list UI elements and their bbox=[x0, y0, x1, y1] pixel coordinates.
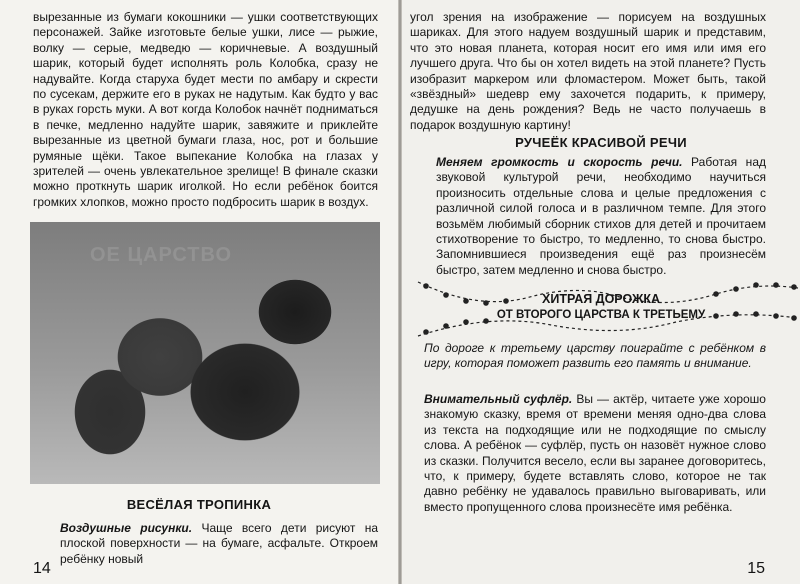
paragraph-text: Чаще всего дети рисуют на плоской поверхности — на бумаге, асфальте. Откроем ребёнку новый bbox=[60, 521, 379, 566]
garland-title-line2: ОТ ВТОРОГО ЦАРСТВА К ТРЕТЬЕМУ bbox=[496, 309, 706, 321]
page-number-right: 15 bbox=[747, 560, 765, 577]
paragraph-text: Вы — актёр, читаете уже хорошо знакомую сказку, время от времени меняя одно-два слова из текста на подходящие или не подходящие по смыслу слова. А ребёнок — суфлёр, пусть он назовёт нужное слово из сказки. Получится весело, если вы заранее договоритесь, что, к примеру, будете вставлять слово, которое не так давно ребёнку не удавалось правильно выговаривать, или вместо пропущенного слова произнесёте имя ребёнка. bbox=[424, 392, 766, 514]
section-title-vesyolaya-tropinka: ВЕСЁЛАЯ ТРОПИНКА bbox=[126, 497, 272, 512]
paragraph-text: вырезанные из бумаги кокошники — ушки соответствующих персонажей. Зайке изготовьте белые ушки, лисе — рыжие, волку — серые, медведю — коричневые. А воздушный шарик, который будет исполнять роль Колобка, сразу не надувайте. Когда старуха будет мести по амбару и скрести по сусекам, держите его в руках не надутым. Как будто у вас в руках горсть муки. А вот когда Колобок начнёт подниматься в печке, медленно надуйте шарик, завяжите и приклейте вырезанные из цветной бумаги глаза, нос, рот и большие румяные щёки. Такое выпекание Колобка на глазах у зрителей — очень увлекательное зрелище! В финале сказки можно проткнуть шарик иголкой. Но если ребёнок боится громких хлопков, можно просто подбросить шарик в воздух. bbox=[33, 10, 378, 209]
right-bottom-paragraph bbox=[424, 392, 766, 515]
paragraph-lead: Меняем громкость и скорость речи. bbox=[436, 155, 683, 169]
photo-mother-child-balloon bbox=[30, 222, 380, 484]
page-number-left: 14 bbox=[33, 560, 51, 577]
garland-title-line1: ХИТРАЯ ДОРОЖКА bbox=[542, 292, 660, 306]
section-title-ruchyok: РУЧЕЁК КРАСИВОЙ РЕЧИ bbox=[515, 135, 687, 150]
paragraph-text: По дороге к третьему царству поиграйте с ребёнком в игру, которая поможет развить его память и внимание. bbox=[424, 341, 766, 371]
left-page bbox=[0, 0, 398, 584]
right-mid-paragraph bbox=[436, 155, 766, 278]
right-page bbox=[402, 0, 800, 584]
paragraph-lead: Внимательный суфлёр. bbox=[424, 392, 573, 406]
game-intro bbox=[424, 341, 766, 372]
left-top-paragraph bbox=[33, 10, 378, 210]
photo-background-text: ОЕ ЦАРСТВО bbox=[90, 244, 233, 266]
paragraph-text: угол зрения на изображение — порисуем на воздушных шариках. Для этого надуем воздушный шарик и представим, что это новая планета, которая носит его имя или имя его лучшего друга. Что бы он хотел видеть на этой планете? Пусть изобразит маркером или фломастером. Может быть, такой «звёздный» шедевр ему захочется подарить, к примеру, дедушке на день рождения? Ведь не часто получаешь в подарок воздушную картину! bbox=[410, 10, 766, 132]
right-top-paragraph bbox=[410, 10, 766, 133]
paragraph-text: Работая над звуковой культурой речи, необходимо научиться произносить отдельные слова и целые предложения с различной силой голоса и в различном темпе. Для этого возьмём любимый сборник стихов для детей и прочитаем стихотворение то быстро, то медленно, то снова быстро. Запомнившиеся произведения ещё раз произнесём быстро, затем медленно и снова быстро. bbox=[436, 155, 766, 277]
left-bottom-paragraph bbox=[60, 521, 378, 567]
paragraph-lead: Воздушные рисунки. bbox=[60, 521, 193, 535]
